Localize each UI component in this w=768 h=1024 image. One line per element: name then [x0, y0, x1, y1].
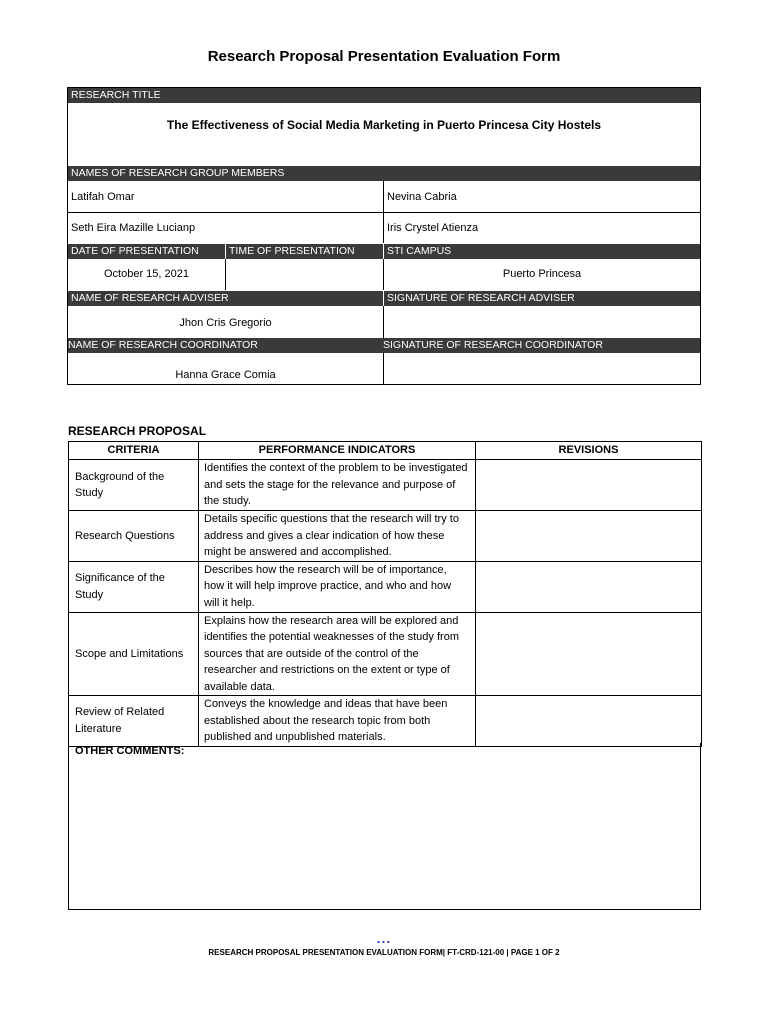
research-title-label: RESEARCH TITLE: [68, 88, 700, 103]
column-header-criteria: CRITERIA: [69, 442, 199, 460]
coordinator-label: NAME OF RESEARCH COORDINATOR: [68, 338, 383, 353]
column-header-indicators: PERFORMANCE INDICATORS: [199, 442, 476, 460]
revision-cell[interactable]: [476, 561, 702, 612]
table-row: [69, 612, 702, 696]
campus-value: Puerto Princesa: [502, 268, 582, 280]
table-row: [69, 561, 702, 612]
member-name: Latifah Omar: [71, 191, 135, 203]
member-name: Iris Crystel Atienza: [387, 222, 479, 234]
coordinator-name: Hanna Grace Comia: [175, 369, 276, 381]
coordinator-signature-label: SIGNATURE OF RESEARCH COORDINATOR: [381, 338, 700, 353]
page-footer: RESEARCH PROPOSAL PRESENTATION EVALUATION FORM| FT-CRD-121-00 | PAGE 1 OF 2: [208, 948, 560, 957]
revision-cell[interactable]: [476, 511, 702, 562]
date-value: October 15, 2021: [103, 268, 189, 280]
date-label: DATE OF PRESENTATION: [68, 244, 225, 259]
other-comments-box[interactable]: [68, 743, 701, 910]
criteria-cell: Scope and Limitations: [69, 612, 199, 696]
member-name: Seth Eira Mazille Lucianp: [71, 222, 196, 234]
indicator-cell: Identifies the context of the problem to be investigated and sets the stage for the relevance and purpose of the study.: [199, 460, 476, 511]
criteria-cell: Review of Related Literature: [69, 696, 199, 747]
adviser-signature-label: SIGNATURE OF RESEARCH ADVISER: [384, 291, 700, 306]
research-title-value: The Effectiveness of Social Media Marketing in Puerto Princesa City Hostels: [166, 118, 602, 132]
member-name: Nevina Cabria: [387, 191, 457, 203]
table-row: [69, 511, 702, 562]
page-title: Research Proposal Presentation Evaluation Form: [207, 48, 561, 65]
indicator-cell: Describes how the research will be of importance, how it will help improve practice, and who and how will it help.: [199, 561, 476, 612]
table-row: [69, 696, 702, 747]
adviser-label: NAME OF RESEARCH ADVISER: [68, 291, 383, 306]
adviser-name: Jhon Cris Gregorio: [179, 317, 272, 329]
criteria-cell: Background of the Study: [69, 460, 199, 511]
members-label: NAMES OF RESEARCH GROUP MEMBERS: [68, 166, 700, 181]
indicator-cell: Explains how the research area will be explored and identifies the potential weaknesses of the study from sources that are outside of the control of the researcher and restrictions on the extent or type of available data.: [199, 612, 476, 696]
revision-cell[interactable]: [476, 696, 702, 747]
time-label: TIME OF PRESENTATION: [226, 244, 383, 259]
column-header-revisions: REVISIONS: [476, 442, 702, 460]
indicator-cell: Details specific questions that the research will try to address and gives a clear indication of how these might be answered and accomplished.: [199, 511, 476, 562]
criteria-cell: Significance of the Study: [69, 561, 199, 612]
page-marker: ...: [376, 930, 392, 946]
revision-cell[interactable]: [476, 460, 702, 511]
table-row: [69, 460, 702, 511]
campus-label: STI CAMPUS: [384, 244, 700, 259]
revision-cell[interactable]: [476, 612, 702, 696]
criteria-cell: Research Questions: [69, 511, 199, 562]
research-proposal-label: RESEARCH PROPOSAL: [68, 424, 207, 438]
criteria-table: [68, 441, 702, 747]
other-comments-label: OTHER COMMENTS:: [75, 745, 185, 757]
indicator-cell: Conveys the knowledge and ideas that have been established about the research topic from both published and unpublished materials.: [199, 696, 476, 747]
